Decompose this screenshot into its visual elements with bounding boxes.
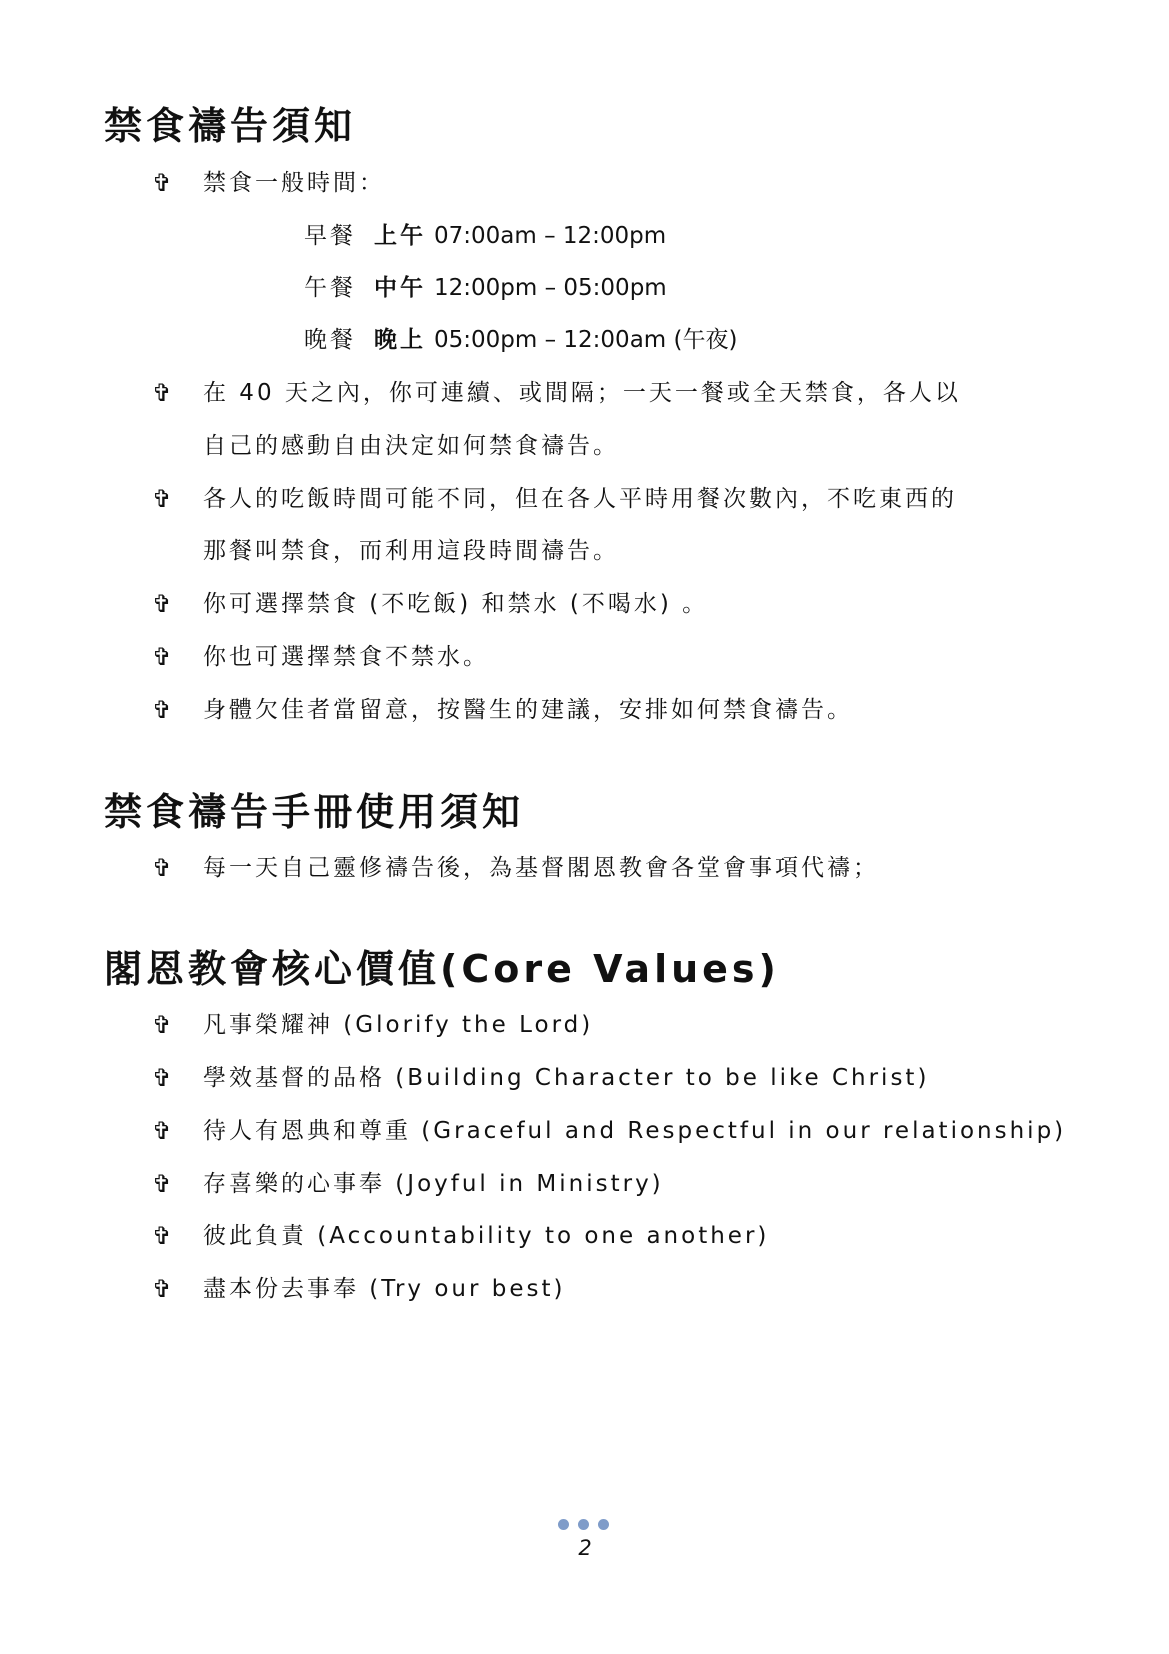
cross-icon: ✞ (151, 854, 173, 882)
meal-slot: 上午 (374, 223, 426, 249)
cross-icon: ✞ (151, 1170, 173, 1198)
list-item-text: 禁食一般時間： (203, 170, 385, 196)
meal-name: 晚餐 (304, 327, 356, 353)
cross-icon: ✞ (151, 169, 173, 197)
cross-icon: ✞ (151, 485, 173, 513)
cross-icon: ✞ (151, 643, 173, 671)
dot-icon (558, 1519, 569, 1530)
list-item-continuation: 自己的感動自由決定如何禁食禱告。 (203, 433, 619, 459)
cross-icon: ✞ (151, 1011, 173, 1039)
cross-icon: ✞ (151, 696, 173, 724)
list-item-text: 在 40 天之內，你可連續、或間隔；一天一餐或全天禁食，各人以 (203, 380, 961, 406)
list-item-text: 學效基督的品格 (Building Character to be like Christ) (203, 1065, 930, 1091)
list-item-text: 你也可選擇禁食不禁水。 (203, 644, 489, 670)
cross-icon: ✞ (151, 379, 173, 407)
cross-icon: ✞ (151, 1117, 173, 1145)
cross-icon: ✞ (151, 1064, 173, 1092)
meal-name: 午餐 (304, 275, 356, 301)
list-item-text: 各人的吃飯時間可能不同，但在各人平時用餐次數內，不吃東西的 (203, 486, 957, 512)
cross-icon: ✞ (151, 590, 173, 618)
meal-row-breakfast (304, 218, 666, 254)
section-title-fasting-notes: 禁食禱告須知 (104, 104, 357, 148)
meal-time: 12:00pm – 05:00pm (434, 275, 667, 301)
cross-icon: ✞ (151, 1222, 173, 1250)
list-item-text: 彼此負責 (Accountability to one another) (203, 1223, 770, 1249)
list-item-text: 每一天自己靈修禱告後，為基督閣恩教會各堂會事項代禱； (203, 855, 879, 881)
list-item-text: 待人有恩典和尊重 (Graceful and Respectful in our relationship) (203, 1118, 1067, 1144)
meal-slot: 中午 (374, 275, 426, 301)
meal-row-lunch (304, 270, 667, 306)
footer-dots-icon (558, 1517, 612, 1531)
list-item-text: 身體欠佳者當留意，按醫生的建議，安排如何禁食禱告。 (203, 697, 853, 723)
meal-time: 07:00am – 12:00pm (434, 223, 667, 249)
meal-slot: 晚上 (374, 327, 426, 353)
cross-icon: ✞ (151, 1275, 173, 1303)
list-item-text: 你可選擇禁食 (不吃飯) 和禁水 (不喝水) 。 (203, 591, 709, 617)
list-item-text: 存喜樂的心事奉 (Joyful in Ministry) (203, 1171, 664, 1197)
dot-icon (578, 1519, 589, 1530)
meal-row-dinner (304, 322, 737, 358)
page-number: 2 (578, 1536, 592, 1560)
list-item-text: 凡事榮耀神 (Glorify the Lord) (203, 1012, 594, 1038)
section-title-handbook-notes: 禁食禱告手冊使用須知 (104, 790, 525, 834)
meal-time: 05:00pm – 12:00am (午夜) (434, 327, 738, 353)
list-item-continuation: 那餐叫禁食，而利用這段時間禱告。 (203, 538, 619, 564)
section-title-core-values: 閣恩教會核心價值(Core Values) (104, 947, 780, 991)
meal-name: 早餐 (304, 223, 356, 249)
dot-icon (598, 1519, 609, 1530)
list-item-text: 盡本份去事奉 (Try our best) (203, 1276, 566, 1302)
